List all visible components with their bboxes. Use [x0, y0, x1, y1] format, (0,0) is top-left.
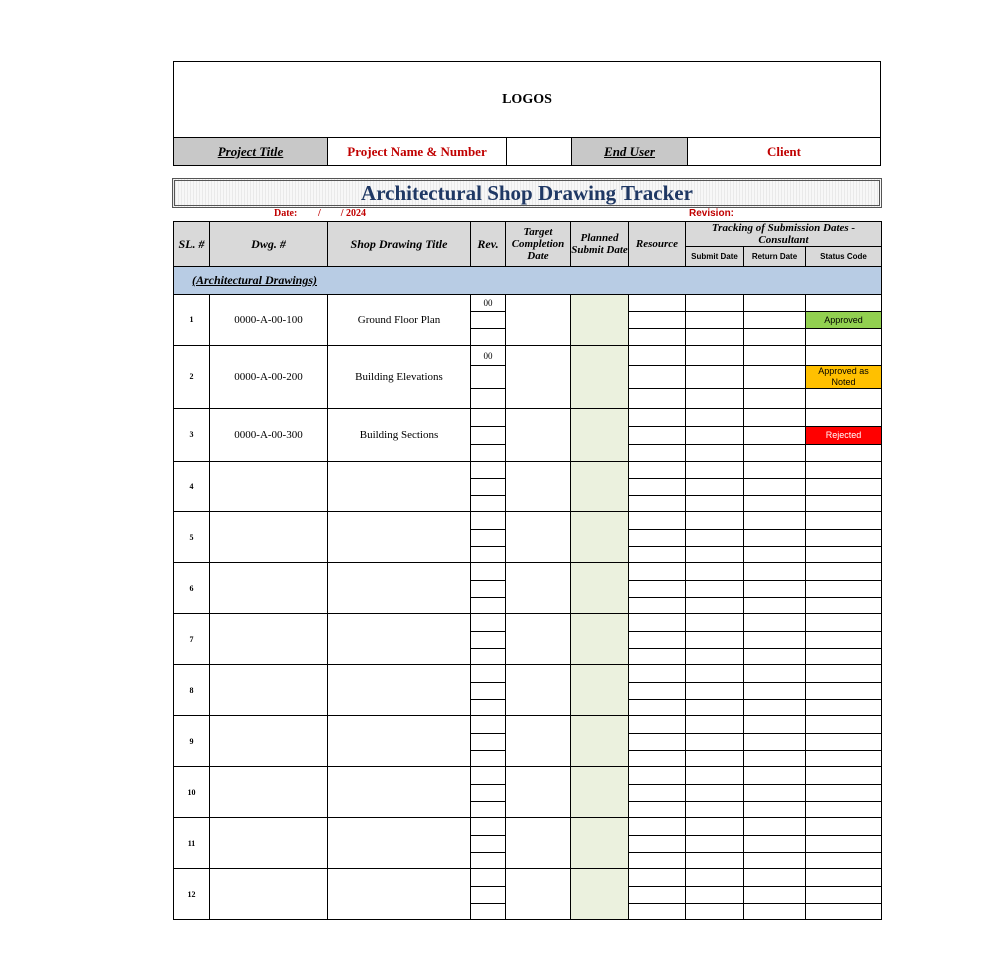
row-submit-date-cell[interactable] [686, 495, 744, 512]
row-submit-date-cell[interactable] [686, 479, 744, 496]
row-submit-date-cell[interactable] [686, 295, 744, 312]
row-target-date[interactable] [506, 408, 571, 462]
row-resource-cell[interactable] [629, 631, 686, 648]
row-status-code-cell[interactable] [806, 295, 882, 312]
row-status-code-cell[interactable] [806, 852, 882, 869]
row-return-date-cell[interactable] [744, 852, 806, 869]
row-submit-date-cell[interactable] [686, 345, 744, 365]
row-status-code-cell[interactable] [806, 869, 882, 886]
row-planned-date[interactable] [571, 665, 629, 716]
row-submit-date-cell[interactable] [686, 852, 744, 869]
row-planned-date[interactable] [571, 512, 629, 563]
row-resource-cell[interactable] [629, 801, 686, 818]
row-return-date-cell[interactable] [744, 733, 806, 750]
row-dwg-number[interactable] [210, 818, 328, 869]
row-status-code-cell[interactable] [806, 614, 882, 631]
col-tracking-header: Tracking of Submission Dates - Consultant [686, 222, 882, 247]
row-target-date[interactable] [506, 716, 571, 767]
row-rev-cell[interactable] [471, 716, 506, 733]
row-submit-date-cell[interactable] [686, 869, 744, 886]
row-return-date-cell[interactable] [744, 886, 806, 903]
row-resource-cell[interactable] [629, 479, 686, 496]
col-submit-date-header: Submit Date [686, 247, 744, 267]
row-status-code-cell[interactable] [806, 495, 882, 512]
row-sl[interactable]: 10 [174, 767, 210, 818]
row-planned-date[interactable] [571, 295, 629, 346]
row-status-code-cell[interactable] [806, 479, 882, 496]
row-status-code-cell[interactable] [806, 767, 882, 784]
row-drawing-title[interactable] [328, 462, 471, 512]
table-row [174, 462, 882, 479]
row-resource-cell[interactable] [629, 345, 686, 365]
row-rev-cell[interactable] [471, 835, 506, 852]
row-drawing-title[interactable] [328, 665, 471, 716]
row-dwg-number[interactable] [210, 716, 328, 767]
row-resource-cell[interactable] [629, 818, 686, 835]
row-resource-cell[interactable] [629, 665, 686, 682]
row-resource-cell[interactable] [629, 886, 686, 903]
row-submit-date-cell[interactable] [686, 563, 744, 580]
row-dwg-number[interactable] [210, 767, 328, 818]
status-badge[interactable]: Rejected [806, 426, 882, 444]
row-submit-date-cell[interactable] [686, 716, 744, 733]
row-submit-date-cell[interactable] [686, 444, 744, 462]
row-submit-date-cell[interactable] [686, 886, 744, 903]
row-rev-cell[interactable] [471, 818, 506, 835]
row-return-date-cell[interactable] [744, 597, 806, 614]
row-rev-cell[interactable] [471, 597, 506, 614]
col-title-header: Shop Drawing Title [328, 222, 471, 267]
table-row [174, 345, 882, 365]
col-sl-header: SL. # [174, 222, 210, 267]
row-rev-cell[interactable] [471, 312, 506, 329]
row-rev-cell[interactable] [471, 801, 506, 818]
row-return-date-cell[interactable] [744, 329, 806, 346]
row-resource-cell[interactable] [629, 699, 686, 716]
row-resource-cell[interactable] [629, 546, 686, 563]
row-rev-cell[interactable] [471, 767, 506, 784]
row-resource-cell[interactable] [629, 444, 686, 462]
row-rev-cell[interactable] [471, 903, 506, 920]
table-row [174, 563, 882, 580]
row-resource-cell[interactable] [629, 614, 686, 631]
row-status-code-cell[interactable] [806, 784, 882, 801]
section-header-architectural: (Architectural Drawings) [174, 267, 882, 295]
row-planned-date[interactable] [571, 869, 629, 920]
row-dwg-number[interactable]: 0000-A-00-100 [210, 295, 328, 346]
row-submit-date-cell[interactable] [686, 699, 744, 716]
row-resource-cell[interactable] [629, 389, 686, 408]
col-status-code-header: Status Code [806, 247, 882, 267]
row-submit-date-cell[interactable] [686, 426, 744, 444]
row-status-code-cell[interactable] [806, 716, 882, 733]
row-status-code-cell[interactable] [806, 408, 882, 426]
row-submit-date-cell[interactable] [686, 784, 744, 801]
row-rev-cell[interactable] [471, 389, 506, 408]
row-return-date-cell[interactable] [744, 366, 806, 389]
row-target-date[interactable] [506, 295, 571, 346]
table-row [174, 665, 882, 682]
row-return-date-cell[interactable] [744, 648, 806, 665]
date-label: Date: [274, 208, 298, 219]
row-status-code-cell[interactable] [806, 563, 882, 580]
row-submit-date-cell[interactable] [686, 580, 744, 597]
row-return-date-cell[interactable] [744, 682, 806, 699]
row-status-code-cell[interactable] [806, 580, 882, 597]
row-dwg-number[interactable]: 0000-A-00-300 [210, 408, 328, 462]
row-drawing-title[interactable] [328, 716, 471, 767]
row-status-code-cell[interactable] [806, 512, 882, 529]
col-target-header: Target Completion Date [506, 222, 571, 267]
row-submit-date-cell[interactable] [686, 665, 744, 682]
row-dwg-number[interactable] [210, 665, 328, 716]
row-status-code-cell[interactable] [806, 903, 882, 920]
row-return-date-cell[interactable] [744, 716, 806, 733]
row-rev-cell[interactable] [471, 563, 506, 580]
row-sl[interactable]: 8 [174, 665, 210, 716]
row-sl[interactable]: 12 [174, 869, 210, 920]
row-return-date-cell[interactable] [744, 345, 806, 365]
row-sl[interactable]: 1 [174, 295, 210, 346]
row-status-code-cell[interactable] [806, 818, 882, 835]
row-resource-cell[interactable] [629, 733, 686, 750]
row-status-code-cell[interactable] [806, 886, 882, 903]
row-sl[interactable]: 6 [174, 563, 210, 614]
row-resource-cell[interactable] [629, 529, 686, 546]
row-target-date[interactable] [506, 345, 571, 408]
row-return-date-cell[interactable] [744, 495, 806, 512]
table-row [174, 295, 882, 312]
tracker-title-banner [172, 178, 882, 208]
row-drawing-title[interactable] [328, 614, 471, 665]
row-sl[interactable]: 4 [174, 462, 210, 512]
row-return-date-cell[interactable] [744, 631, 806, 648]
row-return-date-cell[interactable] [744, 479, 806, 496]
status-badge[interactable]: Approved as Noted [806, 366, 882, 389]
col-rev-header: Rev. [471, 222, 506, 267]
row-drawing-title[interactable] [328, 869, 471, 920]
table-row [174, 716, 882, 733]
status-badge[interactable]: Approved [806, 312, 882, 329]
row-sl[interactable]: 5 [174, 512, 210, 563]
tracker-table [173, 221, 882, 920]
client-value[interactable]: Client [688, 138, 881, 166]
row-resource-cell[interactable] [629, 580, 686, 597]
row-return-date-cell[interactable] [744, 784, 806, 801]
row-resource-cell[interactable] [629, 312, 686, 329]
row-rev-cell[interactable]: 00 [471, 345, 506, 365]
row-status-code-cell[interactable] [806, 631, 882, 648]
row-resource-cell[interactable] [629, 784, 686, 801]
row-return-date-cell[interactable] [744, 580, 806, 597]
row-return-date-cell[interactable] [744, 295, 806, 312]
row-resource-cell[interactable] [629, 495, 686, 512]
row-drawing-title[interactable] [328, 512, 471, 563]
row-planned-date[interactable] [571, 818, 629, 869]
row-rev-cell[interactable] [471, 699, 506, 716]
row-rev-cell[interactable] [471, 495, 506, 512]
row-submit-date-cell[interactable] [686, 408, 744, 426]
row-status-code-cell[interactable] [806, 750, 882, 767]
row-rev-cell[interactable] [471, 408, 506, 426]
row-submit-date-cell[interactable] [686, 733, 744, 750]
row-submit-date-cell[interactable] [686, 682, 744, 699]
row-submit-date-cell[interactable] [686, 462, 744, 479]
row-target-date[interactable] [506, 614, 571, 665]
row-status-code-cell[interactable] [806, 345, 882, 365]
row-planned-date[interactable] [571, 408, 629, 462]
row-submit-date-cell[interactable] [686, 767, 744, 784]
row-planned-date[interactable] [571, 345, 629, 408]
row-resource-cell[interactable] [629, 329, 686, 346]
row-resource-cell[interactable] [629, 295, 686, 312]
row-dwg-number[interactable]: 0000-A-00-200 [210, 345, 328, 408]
row-rev-cell[interactable] [471, 512, 506, 529]
row-status-code-cell[interactable] [806, 329, 882, 346]
project-name-value[interactable]: Project Name & Number [328, 138, 507, 166]
row-submit-date-cell[interactable] [686, 366, 744, 389]
table-row [174, 869, 882, 886]
row-rev-cell[interactable]: 00 [471, 295, 506, 312]
row-return-date-cell[interactable] [744, 801, 806, 818]
row-status-code-cell[interactable] [806, 648, 882, 665]
project-info-row [173, 137, 881, 166]
row-dwg-number[interactable] [210, 563, 328, 614]
row-resource-cell[interactable] [629, 852, 686, 869]
col-dwg-header: Dwg. # [210, 222, 328, 267]
revision-label: Revision: [689, 208, 735, 219]
row-resource-cell[interactable] [629, 682, 686, 699]
row-rev-cell[interactable] [471, 426, 506, 444]
row-status-code-cell[interactable] [806, 699, 882, 716]
logos-label: LOGOS [502, 91, 552, 107]
row-target-date[interactable] [506, 512, 571, 563]
row-drawing-title[interactable]: Building Sections [328, 408, 471, 462]
row-submit-date-cell[interactable] [686, 750, 744, 767]
row-sl[interactable]: 9 [174, 716, 210, 767]
row-sl[interactable]: 7 [174, 614, 210, 665]
row-drawing-title[interactable]: Building Elevations [328, 345, 471, 408]
row-submit-date-cell[interactable] [686, 546, 744, 563]
row-target-date[interactable] [506, 818, 571, 869]
row-resource-cell[interactable] [629, 869, 686, 886]
table-row [174, 614, 882, 631]
row-submit-date-cell[interactable] [686, 801, 744, 818]
row-return-date-cell[interactable] [744, 665, 806, 682]
row-submit-date-cell[interactable] [686, 903, 744, 920]
row-resource-cell[interactable] [629, 648, 686, 665]
row-return-date-cell[interactable] [744, 699, 806, 716]
row-target-date[interactable] [506, 767, 571, 818]
row-return-date-cell[interactable] [744, 312, 806, 329]
row-planned-date[interactable] [571, 462, 629, 512]
row-return-date-cell[interactable] [744, 614, 806, 631]
row-rev-cell[interactable] [471, 329, 506, 346]
row-rev-cell[interactable] [471, 784, 506, 801]
row-submit-date-cell[interactable] [686, 312, 744, 329]
row-resource-cell[interactable] [629, 426, 686, 444]
col-resource-header: Resource [629, 222, 686, 267]
row-status-code-cell[interactable] [806, 389, 882, 408]
row-dwg-number[interactable] [210, 512, 328, 563]
row-sl[interactable]: 2 [174, 345, 210, 408]
row-return-date-cell[interactable] [744, 408, 806, 426]
row-status-code-cell[interactable] [806, 546, 882, 563]
row-rev-cell[interactable] [471, 665, 506, 682]
row-submit-date-cell[interactable] [686, 614, 744, 631]
tracker-title: Architectural Shop Drawing Tracker [361, 180, 693, 205]
row-resource-cell[interactable] [629, 563, 686, 580]
row-return-date-cell[interactable] [744, 869, 806, 886]
row-rev-cell[interactable] [471, 869, 506, 886]
end-user-label: End User [572, 138, 688, 166]
col-return-date-header: Return Date [744, 247, 806, 267]
row-resource-cell[interactable] [629, 512, 686, 529]
row-drawing-title[interactable] [328, 818, 471, 869]
row-return-date-cell[interactable] [744, 818, 806, 835]
row-planned-date[interactable] [571, 767, 629, 818]
row-planned-date[interactable] [571, 563, 629, 614]
row-status-code-cell[interactable] [806, 733, 882, 750]
project-blank-cell[interactable] [507, 138, 572, 166]
row-dwg-number[interactable] [210, 462, 328, 512]
row-rev-cell[interactable] [471, 462, 506, 479]
row-submit-date-cell[interactable] [686, 389, 744, 408]
row-drawing-title[interactable]: Ground Floor Plan [328, 295, 471, 346]
row-rev-cell[interactable] [471, 852, 506, 869]
row-resource-cell[interactable] [629, 462, 686, 479]
row-dwg-number[interactable] [210, 614, 328, 665]
row-resource-cell[interactable] [629, 366, 686, 389]
logos-area [173, 61, 881, 138]
row-rev-cell[interactable] [471, 648, 506, 665]
row-rev-cell[interactable] [471, 886, 506, 903]
date-value[interactable]: / / 2024 [318, 208, 367, 219]
row-submit-date-cell[interactable] [686, 631, 744, 648]
row-sl[interactable]: 3 [174, 408, 210, 462]
row-status-code-cell[interactable] [806, 835, 882, 852]
row-resource-cell[interactable] [629, 767, 686, 784]
row-drawing-title[interactable] [328, 563, 471, 614]
row-planned-date[interactable] [571, 614, 629, 665]
table-row [174, 818, 882, 835]
row-rev-cell[interactable] [471, 444, 506, 462]
row-target-date[interactable] [506, 665, 571, 716]
row-status-code-cell[interactable] [806, 444, 882, 462]
row-drawing-title[interactable] [328, 767, 471, 818]
row-rev-cell[interactable] [471, 750, 506, 767]
row-return-date-cell[interactable] [744, 546, 806, 563]
row-rev-cell[interactable] [471, 479, 506, 496]
row-status-code-cell[interactable] [806, 529, 882, 546]
row-rev-cell[interactable] [471, 366, 506, 389]
row-submit-date-cell[interactable] [686, 648, 744, 665]
row-resource-cell[interactable] [629, 750, 686, 767]
row-status-code-cell[interactable] [806, 462, 882, 479]
row-return-date-cell[interactable] [744, 444, 806, 462]
row-rev-cell[interactable] [471, 631, 506, 648]
row-resource-cell[interactable] [629, 408, 686, 426]
row-submit-date-cell[interactable] [686, 329, 744, 346]
row-submit-date-cell[interactable] [686, 597, 744, 614]
row-planned-date[interactable] [571, 716, 629, 767]
row-status-code-cell[interactable] [806, 801, 882, 818]
row-submit-date-cell[interactable] [686, 512, 744, 529]
row-status-code-cell[interactable] [806, 597, 882, 614]
table-row [174, 512, 882, 529]
row-submit-date-cell[interactable] [686, 529, 744, 546]
row-sl[interactable]: 11 [174, 818, 210, 869]
row-return-date-cell[interactable] [744, 903, 806, 920]
row-return-date-cell[interactable] [744, 750, 806, 767]
row-resource-cell[interactable] [629, 835, 686, 852]
table-row [174, 767, 882, 784]
row-rev-cell[interactable] [471, 682, 506, 699]
row-submit-date-cell[interactable] [686, 835, 744, 852]
row-target-date[interactable] [506, 462, 571, 512]
col-planned-header: Planned Submit Date [571, 222, 629, 267]
row-rev-cell[interactable] [471, 529, 506, 546]
row-return-date-cell[interactable] [744, 512, 806, 529]
row-rev-cell[interactable] [471, 580, 506, 597]
row-resource-cell[interactable] [629, 903, 686, 920]
row-resource-cell[interactable] [629, 716, 686, 733]
row-target-date[interactable] [506, 563, 571, 614]
row-return-date-cell[interactable] [744, 426, 806, 444]
row-return-date-cell[interactable] [744, 835, 806, 852]
table-row [174, 408, 882, 426]
row-status-code-cell[interactable] [806, 682, 882, 699]
row-submit-date-cell[interactable] [686, 818, 744, 835]
row-rev-cell[interactable] [471, 546, 506, 563]
row-return-date-cell[interactable] [744, 767, 806, 784]
row-target-date[interactable] [506, 869, 571, 920]
row-return-date-cell[interactable] [744, 563, 806, 580]
project-title-label: Project Title [174, 138, 328, 166]
row-rev-cell[interactable] [471, 614, 506, 631]
row-status-code-cell[interactable] [806, 665, 882, 682]
row-rev-cell[interactable] [471, 733, 506, 750]
row-return-date-cell[interactable] [744, 389, 806, 408]
row-return-date-cell[interactable] [744, 462, 806, 479]
row-return-date-cell[interactable] [744, 529, 806, 546]
row-resource-cell[interactable] [629, 597, 686, 614]
row-dwg-number[interactable] [210, 869, 328, 920]
